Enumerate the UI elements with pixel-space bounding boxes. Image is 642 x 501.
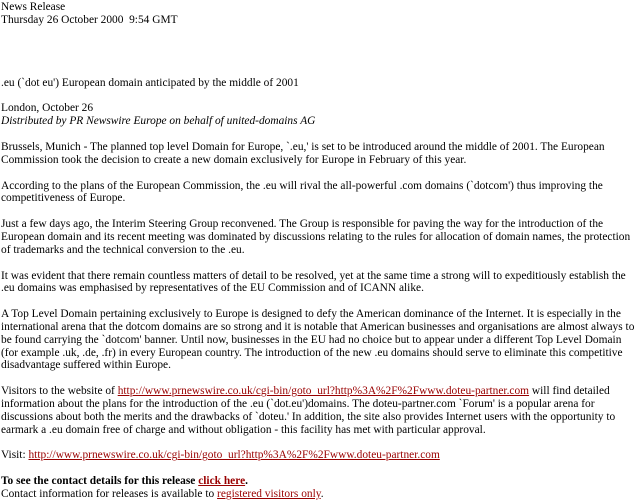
contact-info-period: . [320,487,324,500]
visit-label: Visit: [1,449,29,462]
contact-info-text: Contact information for releases is available to [1,487,218,500]
headline: .eu (`dot eu') European domain anticipated by the middle of 2001 [1,76,299,89]
registered-visitors-link[interactable]: registered visitors only [217,487,321,500]
contact-details-line [1,475,641,488]
paragraph-6-lead: Visitors to the website of [1,385,118,398]
paragraph-2: According to the plans of the European Commission, the .eu will rival the all-powerful .com domains (`dotcom') thus improving the competitiveness of Europe. [1,179,603,205]
paragraph-6-rest: will find detailed information about the plans for the introduction of the .eu (`dot.eu')domains. The doteu-partner.com `Forum' is a popular arena for discussions about both the merits and the drawbacks of `doteu.' In addition, the site also provides Internet users with the opportunity to earmark a .eu domain free of charge and without obligation - this facility has met with particular approval. [1,385,616,436]
click-here-link[interactable]: click here [198,475,246,488]
paragraph-5: A Top Level Domain pertaining exclusively to Europe is designed to defy the American dominance of the Internet. It is especially in the international arena that the dotcom domains are so strong and it is notable that American businesses and organisations are almost always to be found carrying the `dotcom' banner. Until now, businesses in the EU had no choice but to appear under a different Top Level Domain (for example .uk, .de, .fr) in every European country. The introduction of the new .eu domains should serve to eliminate this competitive disadvantage suffered within Europe. [1,308,635,372]
visit-link[interactable]: http://www.prnewswire.co.uk/cgi-bin/goto_url?http%3A%2F%2Fwww.doteu-partner.com [28,449,440,462]
doteu-partner-link[interactable]: http://www.prnewswire.co.uk/cgi-bin/goto_url?http%3A%2F%2Fwww.doteu-partner.com [117,385,530,398]
contact-details-period: . [245,475,248,488]
paragraph-4: It was evident that there remain countless matters of detail to be resolved, yet at the same time a strong will to expeditiously establish the .eu domains was emphasised by representatives of the EU Commission and of ICANN alike. [1,269,626,295]
header-spacer [1,27,641,77]
release-type: News Release [1,1,66,13]
paragraph-6 [1,385,641,436]
release-date: Thursday 26 October 2000 9:54 GMT [1,13,178,26]
visit-line [1,449,641,462]
paragraph-1: Brussels, Munich - The planned top level Domain for Europe, `.eu,' is set to be introduced around the middle of 2001. The European Commission took the decision to create a new domain exclusively for Europe in February of this year. [1,140,605,166]
distributor-line: Distributed by PR Newswire Europe on behalf of united-domains AG [1,115,316,128]
paragraph-3: Just a few days ago, the Interim Steering Group reconvened. The Group is responsible for paving the way for the introduction of the European domain and its recent meeting was dominated by discussions relating to the rules for allocation of domain names, the protection of trademarks and the technical conversion to the .eu. [1,218,631,256]
contact-info-line [1,488,641,501]
dateline-location: London, October 26 [1,102,94,115]
contact-details-text: To see the contact details for this release [1,475,199,488]
